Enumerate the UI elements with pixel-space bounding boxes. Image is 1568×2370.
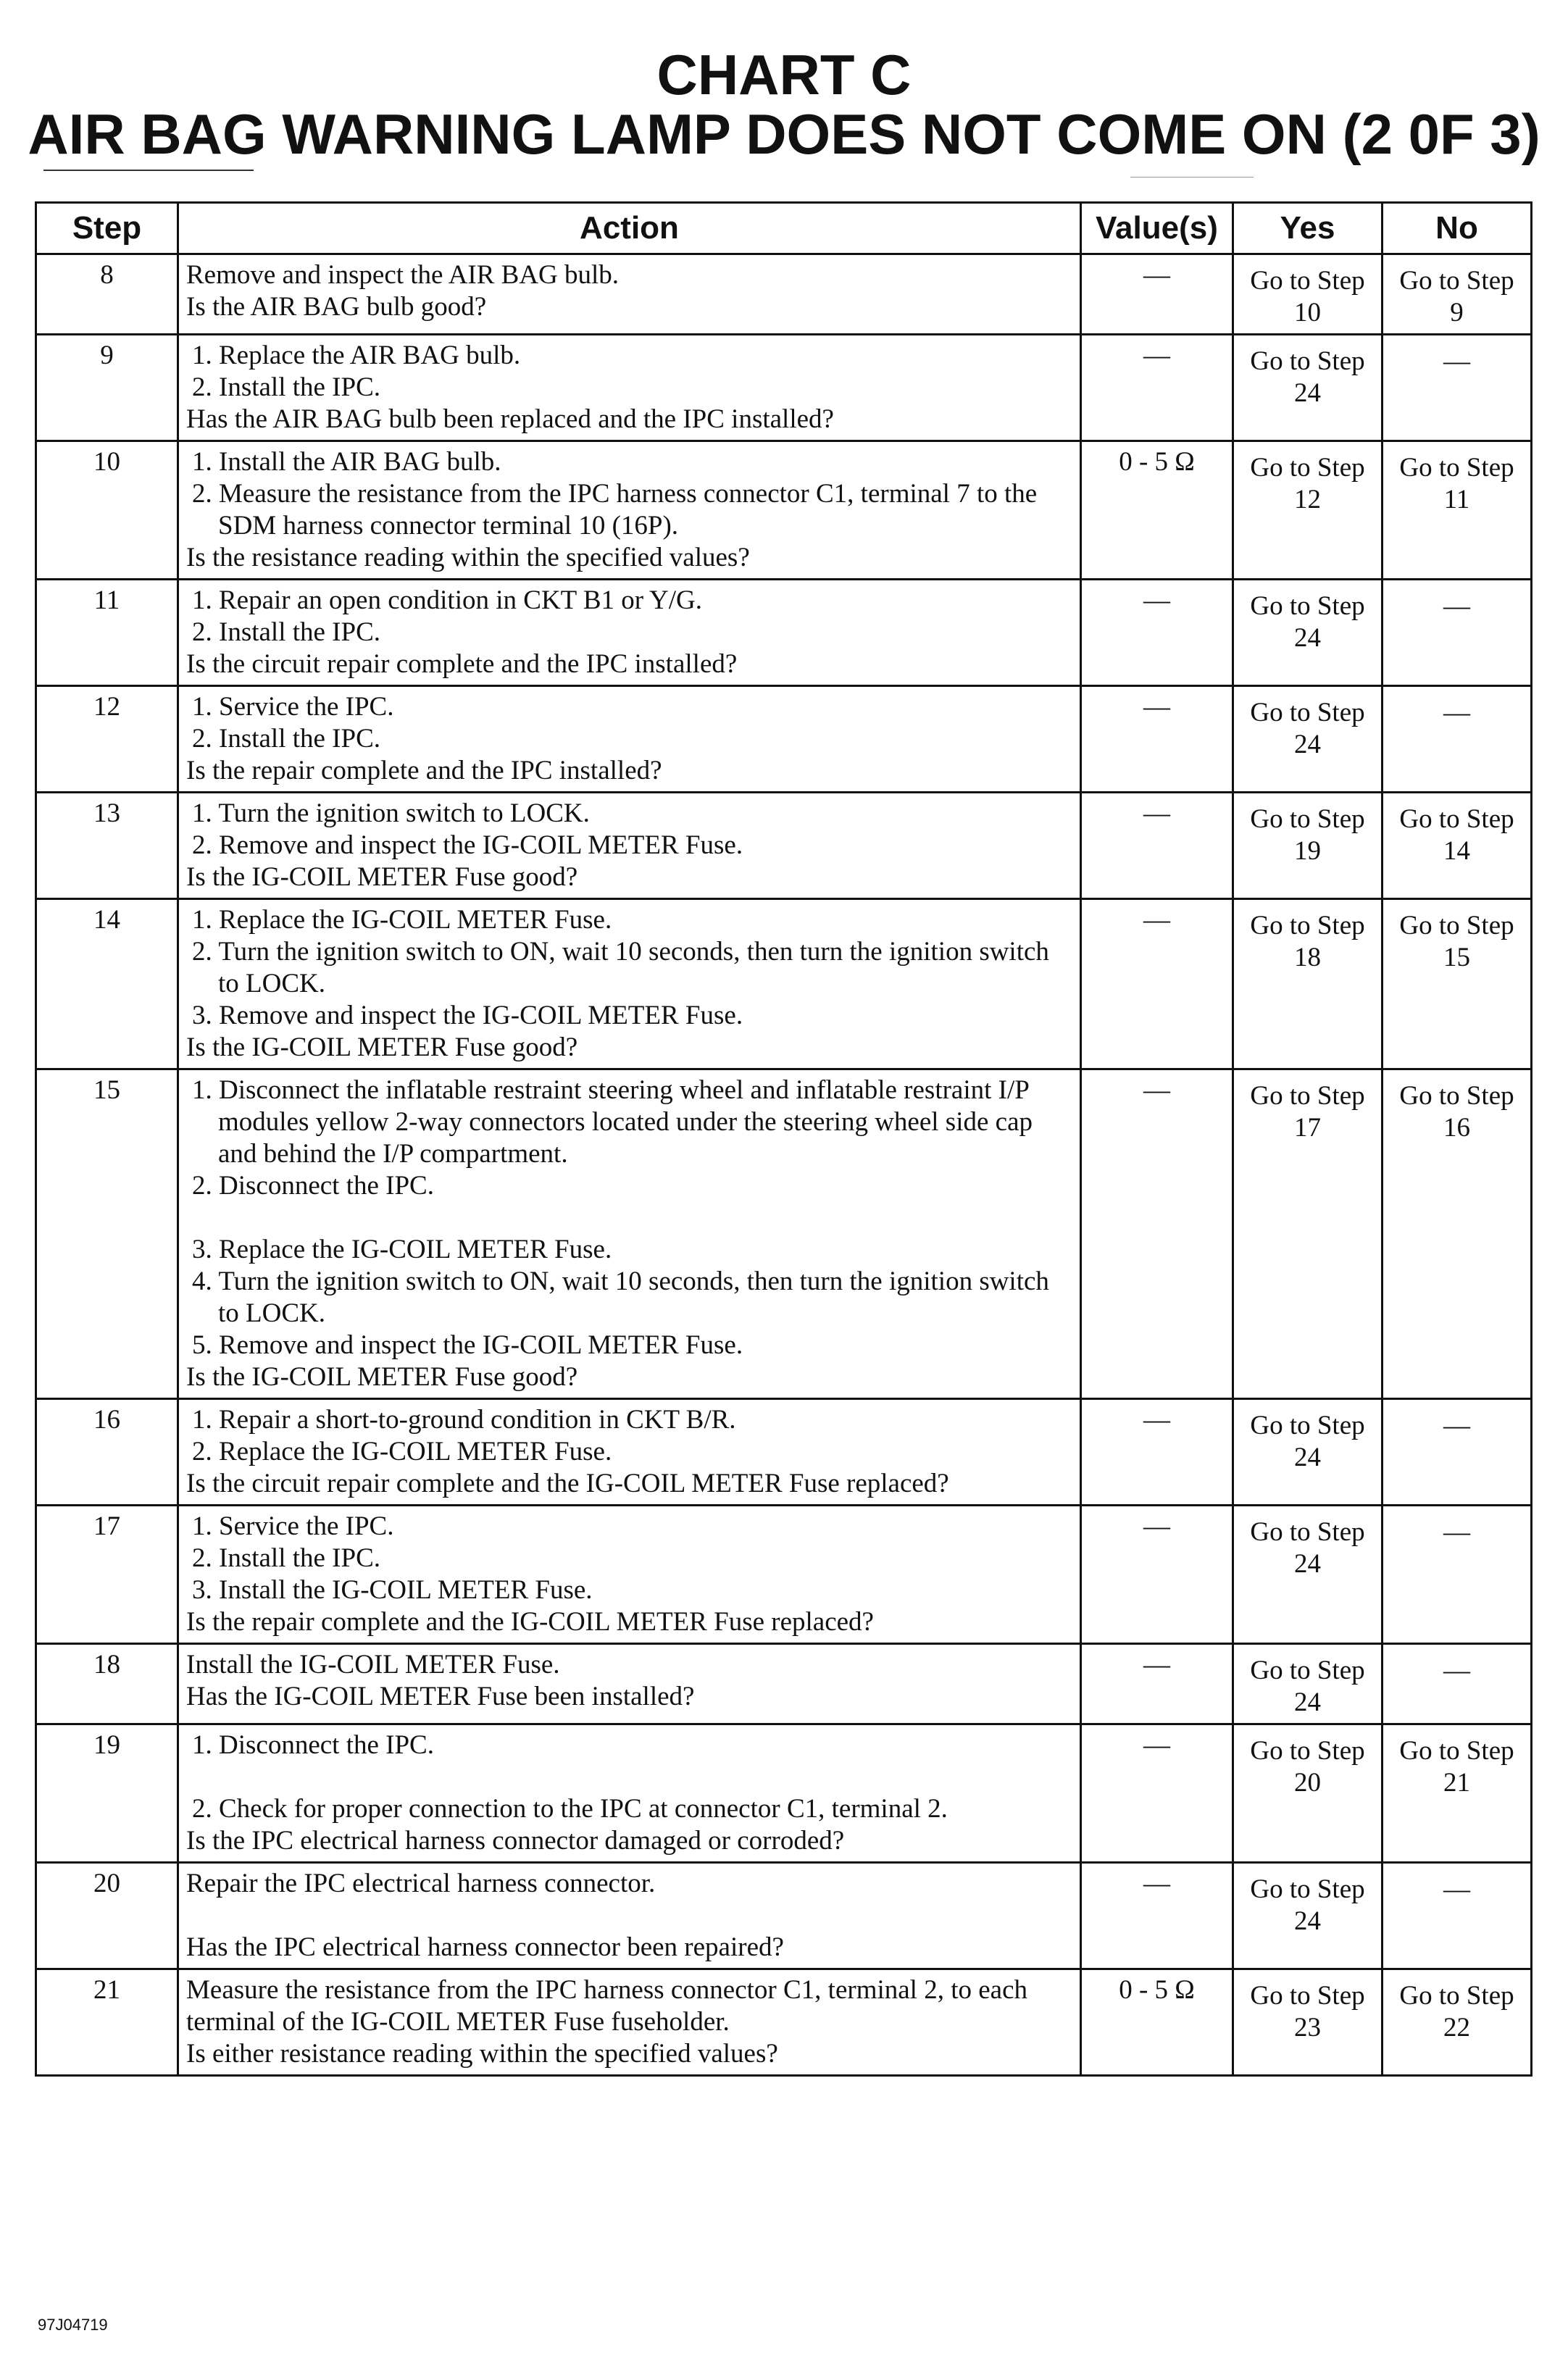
yes-cell: Go to Step 24 (1233, 335, 1383, 441)
action-step-item: 1. Service the IPC. (192, 1511, 394, 1541)
spacer (186, 1761, 1072, 1793)
action-step-item: 1. Disconnect the IPC. (192, 1730, 434, 1760)
step-number: 14 (36, 899, 178, 1069)
action-step-item: 1. Repair an open condition in CKT B1 or Y/G. (192, 585, 702, 615)
action-text: Is the IG-COIL METER Fuse good? (186, 1362, 578, 1392)
step-number: 10 (36, 441, 178, 580)
value-cell: — (1081, 1644, 1233, 1724)
action-cell (178, 1506, 1081, 1644)
action-step-item: 2. Disconnect the IPC. (192, 1171, 434, 1201)
action-text: Is the IG-COIL METER Fuse good? (186, 1032, 578, 1062)
action-text: Is the repair complete and the IG-COIL METER Fuse replaced? (186, 1607, 874, 1637)
action-text: Has the AIR BAG bulb been replaced and the IPC installed? (186, 404, 834, 434)
action-text: Has the IPC electrical harness connector been repaired? (186, 1932, 784, 1962)
no-cell: Go to Step 14 (1383, 793, 1532, 899)
action-cell (178, 1399, 1081, 1506)
table-row (36, 1644, 1532, 1724)
action-step-item: 4. Turn the ignition switch to ON, wait 10 seconds, then turn the ignition switch to LOCK. (192, 1267, 1049, 1328)
action-cell (178, 1969, 1081, 2076)
table-row (36, 899, 1532, 1069)
yes-cell: Go to Step 17 (1233, 1069, 1383, 1399)
yes-cell: Go to Step 24 (1233, 1399, 1383, 1506)
title-underline-left (43, 170, 254, 171)
action-text: Measure the resistance from the IPC harness connector C1, terminal 2, to each terminal of the IG-COIL METER Fuse fuseholder. (186, 1975, 1028, 2037)
action-step-item: 1. Replace the IG-COIL METER Fuse. (192, 905, 612, 935)
action-step-item: 3. Replace the IG-COIL METER Fuse. (192, 1235, 612, 1264)
action-text: Is the AIR BAG bulb good? (186, 292, 487, 322)
action-text: Is the IPC electrical harness connector damaged or corroded? (186, 1826, 845, 1856)
step-number: 8 (36, 254, 178, 335)
action-cell (178, 1069, 1081, 1399)
yes-cell: Go to Step 24 (1233, 1863, 1383, 1969)
yes-cell: Go to Step 12 (1233, 441, 1383, 580)
no-cell: — (1383, 1506, 1532, 1644)
action-cell (178, 254, 1081, 335)
action-step-item: 2. Turn the ignition switch to ON, wait 10 seconds, then turn the ignition switch to LOCK. (192, 937, 1049, 998)
action-text: Repair the IPC electrical harness connector. (186, 1869, 656, 1898)
no-cell: — (1383, 686, 1532, 793)
step-number: 13 (36, 793, 178, 899)
value-cell: — (1081, 335, 1233, 441)
yes-cell: Go to Step 23 (1233, 1969, 1383, 2076)
action-text: Remove and inspect the AIR BAG bulb. (186, 260, 620, 290)
no-cell: — (1383, 335, 1532, 441)
table-header-row (36, 203, 1532, 254)
action-step-item: 1. Repair a short-to-ground condition in CKT B/R. (192, 1405, 736, 1435)
title-underline-right (1130, 177, 1254, 178)
action-cell (178, 1863, 1081, 1969)
yes-cell: Go to Step 18 (1233, 899, 1383, 1069)
no-cell: — (1383, 1399, 1532, 1506)
yes-cell: Go to Step 24 (1233, 686, 1383, 793)
action-step-item: 1. Install the AIR BAG bulb. (192, 447, 501, 477)
header-values: Value(s) (1081, 203, 1233, 254)
action-step-item: 2. Install the IPC. (192, 1543, 381, 1573)
action-text: Is the circuit repair complete and the IG-COIL METER Fuse replaced? (186, 1469, 949, 1498)
value-cell: — (1081, 1399, 1233, 1506)
table-row (36, 793, 1532, 899)
yes-cell: Go to Step 20 (1233, 1724, 1383, 1863)
action-step-item: 3. Install the IG-COIL METER Fuse. (192, 1575, 593, 1605)
table-row (36, 254, 1532, 335)
no-cell: Go to Step 22 (1383, 1969, 1532, 2076)
no-cell: Go to Step 9 (1383, 254, 1532, 335)
value-cell: — (1081, 1069, 1233, 1399)
no-cell: — (1383, 1644, 1532, 1724)
action-text: Has the IG-COIL METER Fuse been installed? (186, 1682, 695, 1711)
spacer (186, 1900, 1072, 1932)
step-number: 12 (36, 686, 178, 793)
step-number: 11 (36, 580, 178, 686)
action-text: Is the IG-COIL METER Fuse good? (186, 862, 578, 892)
value-cell: — (1081, 1506, 1233, 1644)
action-cell (178, 686, 1081, 793)
action-step-item: 1. Disconnect the inflatable restraint steering wheel and inflatable restraint I/P modules yellow 2-way connectors located under the steering wheel side cap and behind the I/P compartment. (192, 1075, 1033, 1169)
chart-subtitle: AIR BAG WARNING LAMP DOES NOT COME ON (2 0F 3) (28, 102, 1540, 166)
no-cell: — (1383, 1863, 1532, 1969)
action-text: Is either resistance reading within the specified values? (186, 2039, 778, 2069)
value-cell: — (1081, 686, 1233, 793)
step-number: 21 (36, 1969, 178, 2076)
action-cell (178, 441, 1081, 580)
action-step-item: 1. Replace the AIR BAG bulb. (192, 341, 521, 370)
header-step: Step (36, 203, 178, 254)
table-row (36, 441, 1532, 580)
table-row (36, 580, 1532, 686)
action-step-item: 2. Install the IPC. (192, 724, 381, 754)
action-step-item: 2. Remove and inspect the IG-COIL METER Fuse. (192, 830, 743, 860)
document-code: 97J04719 (38, 2316, 108, 2334)
no-cell: Go to Step 11 (1383, 441, 1532, 580)
table-body (36, 254, 1532, 2076)
table-row (36, 686, 1532, 793)
value-cell: — (1081, 254, 1233, 335)
action-cell (178, 793, 1081, 899)
value-cell: — (1081, 1724, 1233, 1863)
action-text: Is the circuit repair complete and the IPC installed? (186, 649, 738, 679)
header-yes: Yes (1233, 203, 1383, 254)
action-cell (178, 1644, 1081, 1724)
value-cell: 0 - 5 Ω (1081, 1969, 1233, 2076)
action-step-item: 1. Turn the ignition switch to LOCK. (192, 798, 590, 828)
action-text: Install the IG-COIL METER Fuse. (186, 1650, 560, 1680)
step-number: 15 (36, 1069, 178, 1399)
yes-cell: Go to Step 24 (1233, 1506, 1383, 1644)
header-action: Action (178, 203, 1081, 254)
value-cell: — (1081, 793, 1233, 899)
value-cell: — (1081, 1863, 1233, 1969)
no-cell: Go to Step 16 (1383, 1069, 1532, 1399)
action-cell (178, 335, 1081, 441)
spacer (186, 1202, 1072, 1234)
yes-cell: Go to Step 24 (1233, 580, 1383, 686)
action-step-item: 2. Install the IPC. (192, 617, 381, 647)
step-number: 9 (36, 335, 178, 441)
action-step-item: 2. Measure the resistance from the IPC harness connector C1, terminal 7 to the SDM harness connector terminal 10 (16P). (192, 479, 1038, 541)
yes-cell: Go to Step 19 (1233, 793, 1383, 899)
action-text: Is the repair complete and the IPC installed? (186, 756, 662, 785)
no-cell: Go to Step 21 (1383, 1724, 1532, 1863)
step-number: 20 (36, 1863, 178, 1969)
value-cell: 0 - 5 Ω (1081, 441, 1233, 580)
action-step-item: 1. Service the IPC. (192, 692, 394, 722)
action-step-item: 2. Replace the IG-COIL METER Fuse. (192, 1437, 612, 1466)
yes-cell: Go to Step 10 (1233, 254, 1383, 335)
value-cell: — (1081, 580, 1233, 686)
action-step-item: 5. Remove and inspect the IG-COIL METER Fuse. (192, 1330, 743, 1360)
header-no: No (1383, 203, 1532, 254)
table-row (36, 1506, 1532, 1644)
table-row (36, 1724, 1532, 1863)
yes-cell: Go to Step 24 (1233, 1644, 1383, 1724)
diagnostic-table (35, 201, 1532, 2077)
value-cell: — (1081, 899, 1233, 1069)
action-cell (178, 899, 1081, 1069)
no-cell: — (1383, 580, 1532, 686)
table-row (36, 1969, 1532, 2076)
step-number: 17 (36, 1506, 178, 1644)
action-cell (178, 1724, 1081, 1863)
table-row (36, 1069, 1532, 1399)
table-row (36, 335, 1532, 441)
action-step-item: 2. Install the IPC. (192, 372, 381, 402)
action-cell (178, 580, 1081, 686)
no-cell: Go to Step 15 (1383, 899, 1532, 1069)
action-text: Is the resistance reading within the specified values? (186, 543, 750, 572)
chart-title: CHART C (656, 43, 912, 107)
step-number: 16 (36, 1399, 178, 1506)
step-number: 19 (36, 1724, 178, 1863)
table-row (36, 1863, 1532, 1969)
action-step-item: 2. Check for proper connection to the IPC at connector C1, terminal 2. (192, 1794, 948, 1824)
table-row (36, 1399, 1532, 1506)
action-step-item: 3. Remove and inspect the IG-COIL METER Fuse. (192, 1001, 743, 1030)
step-number: 18 (36, 1644, 178, 1724)
